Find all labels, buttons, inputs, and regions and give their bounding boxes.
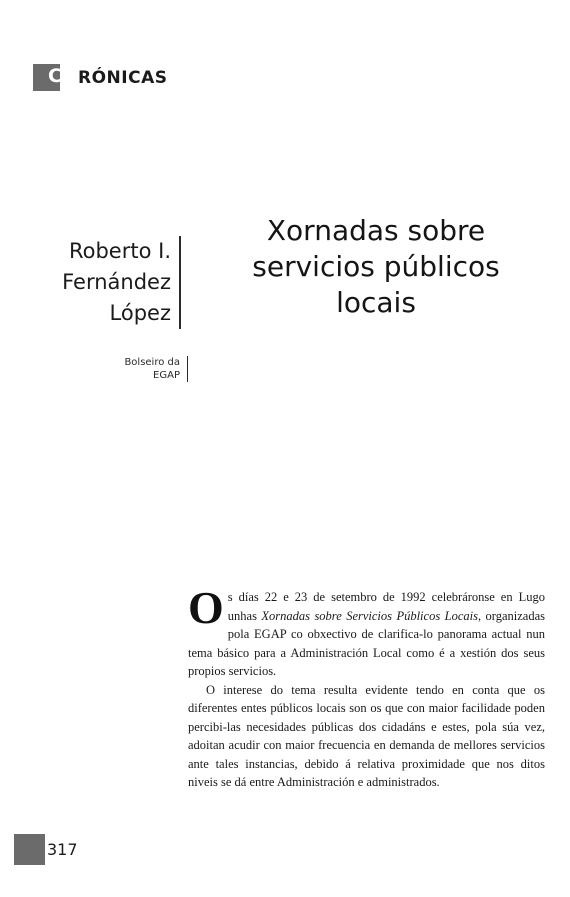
title-line-3: locais xyxy=(336,286,416,319)
title-line-1: Xornadas sobre xyxy=(266,214,486,247)
section-title: RÓNICAS xyxy=(78,67,168,88)
article-title xyxy=(226,213,526,321)
paragraph-1-start: s días 22 e 23 de setembro de 1992 celebráronse en Lugo unhas xyxy=(227,590,545,623)
author-name xyxy=(31,236,181,329)
paragraph-1 xyxy=(188,582,545,681)
author-line-1: Roberto I. xyxy=(68,239,171,263)
section-marker-block xyxy=(33,64,60,91)
author-line-2: Fernández xyxy=(62,270,171,294)
event-name: Xornadas sobre Servicios Públicos Locais xyxy=(261,608,478,623)
section-initial: C xyxy=(48,65,62,87)
page-number: 317 xyxy=(47,840,78,859)
author-affiliation xyxy=(80,356,188,382)
drop-cap: O xyxy=(188,582,224,633)
title-line-2: servicios públicos xyxy=(252,250,500,283)
affiliation-line-2: EGAP xyxy=(153,370,180,381)
article-body xyxy=(188,582,545,792)
author-line-3: López xyxy=(109,301,171,325)
paragraph-2: O interese do tema resulta evidente tendo en conta que os diferentes entes públicos locais son os que con maior facilidade poden percibi-las necesidades públicas dos cidadáns e estes, pola súa vez, adoitan acudir con maior frecuencia en demanda de mellores servicios ante tales instancias, debido á relativa proximidade que nos ditos niveis se dá entre Administración e administrados. xyxy=(188,682,545,789)
paragraph-1-end: , organizadas pola EGAP co obxectivo de clarifica-lo panorama actual nun tema básico para a Administración Local como é a xestión dos seus propios servicios. xyxy=(188,608,545,678)
page-number-area xyxy=(14,834,78,865)
affiliation-line-1: Bolseiro da xyxy=(124,357,180,368)
section-header xyxy=(33,64,167,91)
page-marker-block xyxy=(14,834,45,865)
